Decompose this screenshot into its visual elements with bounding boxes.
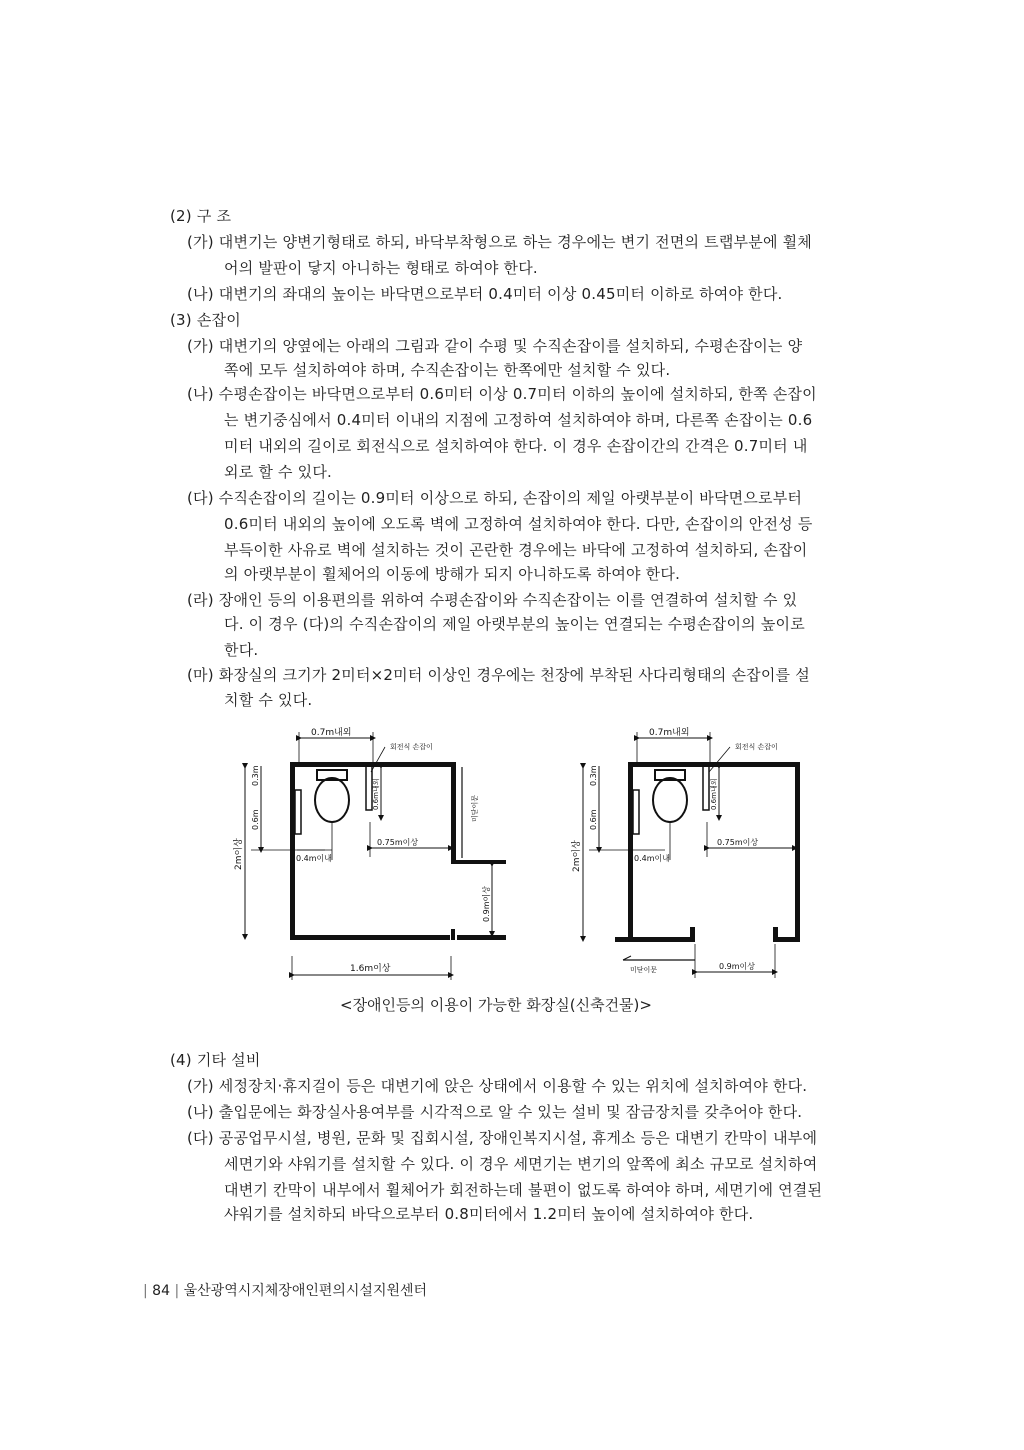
- dim-03: 0.3m: [251, 765, 260, 786]
- paragraph-line: (마) 화장실의 크기가 2미터×2미터 이상인 경우에는 천장에 부착된 사다리형태의 손잡이를 설: [187, 666, 810, 684]
- paragraph-line: 0.6미터 내외의 높이에 오도록 벽에 고정하여 설치하여야 한다. 다만, 손잡이의 안전성 등: [224, 515, 813, 533]
- paragraph-line: 는 변기중심에서 0.4미터 이내의 지점에 고정하여 설치하여야 하며, 다른쪽 손잡이는 0.6: [224, 411, 813, 429]
- paragraph-line: 쪽에 모두 설치하여야 하며, 수직손잡이는 한쪽에만 설치할 수 있다.: [224, 361, 671, 379]
- paragraph-line: 어의 발판이 닿지 아니하는 형태로 하여야 한다.: [224, 259, 538, 277]
- dim-06-vert-right: 0.6m내외: [710, 778, 718, 810]
- dim-03-right: 0.3m: [589, 765, 598, 786]
- dim-top-width: 0.7m내외: [311, 728, 352, 738]
- paragraph-line: 다. 이 경우 (다)의 수직손잡이의 제일 아랫부분의 높이는 연결되는 수평손잡이의 높이로: [224, 615, 805, 633]
- paragraph-line: 치할 수 있다.: [224, 691, 313, 709]
- footer-divider: |: [143, 1283, 148, 1299]
- dim-2m: 2m이상: [234, 838, 244, 870]
- dim-09-right: 0.9m이상: [719, 962, 755, 971]
- paragraph-line: (나) 출입문에는 화장실사용여부를 시각적으로 알 수 있는 설비 및 잠금장치를 갖추어야 한다.: [187, 1103, 803, 1121]
- label-rotating-grab-right: 회전식 손잡이: [735, 743, 778, 751]
- paragraph-line: 부득이한 사유로 벽에 설치하는 것이 곤란한 경우에는 바닥에 고정하여 설치하되, 손잡이: [224, 541, 808, 559]
- footer-divider: |: [174, 1283, 180, 1299]
- restroom-plan-diagram: [225, 722, 825, 987]
- dim-09: 0.9m이상: [482, 886, 491, 922]
- label-sliding-door: 미닫이문: [471, 794, 479, 822]
- paragraph-line: 샤워기를 설치하되 바닥으로부터 0.8미터에서 1.2미터 높이에 설치하여야 한다.: [224, 1205, 754, 1223]
- paragraph-line: 대변기 칸막이 내부에서 휠체어가 회전하는데 불편이 없도록 하여야 하며, 세면기에 연결된: [224, 1181, 823, 1199]
- page-number: 84: [152, 1283, 170, 1299]
- paragraph-line: (가) 대변기는 양변기형태로 하되, 바닥부착형으로 하는 경우에는 변기 전면의 트랩부분에 휠체: [187, 233, 812, 251]
- paragraph-line: 세면기와 샤워기를 설치할 수 있다. 이 경우 세면기는 변기의 앞쪽에 최소 규모로 설치하여: [224, 1155, 818, 1173]
- page-footer: [143, 1282, 427, 1300]
- figure-caption: <장애인등의 이용이 가능한 화장실(신축건물)>: [340, 996, 652, 1014]
- section-heading-other-facilities: (4) 기타 설비: [170, 1051, 261, 1069]
- dim-075-right: 0.75m이상: [717, 838, 759, 847]
- dim-06-right: 0.6m: [589, 809, 598, 830]
- dim-06-vert: 0.6m내외: [372, 778, 380, 810]
- dim-075: 0.75m이상: [377, 838, 419, 847]
- paragraph-line: 한다.: [224, 641, 259, 659]
- paragraph-line: (다) 수직손잡이의 길이는 0.9미터 이상으로 하되, 손잡이의 제일 아랫부분이 바닥면으로부터: [187, 489, 803, 507]
- dim-04-right: 0.4m이내: [634, 854, 670, 863]
- dim-16: 1.6m이상: [350, 964, 391, 974]
- right-floor-plan: [570, 726, 800, 978]
- paragraph-line: (다) 공공업무시설, 병원, 문화 및 집회시설, 장애인복지시설, 휴게소 등은 대변기 칸막이 내부에: [187, 1129, 818, 1147]
- paragraph-line: 외로 할 수 있다.: [224, 463, 333, 481]
- dim-2m-right: 2m이상: [572, 840, 582, 872]
- dim-top-width-right: 0.7m내외: [649, 728, 690, 738]
- label-rotating-grab: 회전식 손잡이: [390, 743, 433, 751]
- label-sliding-door-right: 미닫이문: [630, 966, 658, 974]
- paragraph-line: (나) 대변기의 좌대의 높이는 바닥면으로부터 0.4미터 이상 0.45미터 이하로 하여야 한다.: [187, 285, 783, 303]
- paragraph-line: (나) 수평손잡이는 바닥면으로부터 0.6미터 이상 0.7미터 이하의 높이에 설치하되, 한쪽 손잡이: [187, 385, 817, 403]
- paragraph-line: (가) 세정장치·휴지걸이 등은 대변기에 앉은 상태에서 이용할 수 있는 위치에 설치하여야 한다.: [187, 1077, 808, 1095]
- paragraph-line: (라) 장애인 등의 이용편의를 위하여 수평손잡이와 수직손잡이는 이를 연결하여 설치할 수 있: [187, 591, 798, 609]
- section-heading-grab-bar: (3) 손잡이: [170, 311, 241, 329]
- left-floor-plan: [232, 726, 506, 980]
- footer-org-name: 울산광역시지체장애인편의시설지원센터: [183, 1283, 428, 1299]
- paragraph-line: (가) 대변기의 양옆에는 아래의 그림과 같이 수평 및 수직손잡이를 설치하되, 수평손잡이는 양: [187, 337, 803, 355]
- dim-06: 0.6m: [251, 809, 260, 830]
- paragraph-line: 미터 내외의 길이로 회전식으로 설치하여야 한다. 이 경우 손잡이간의 간격은 0.7미터 내: [224, 437, 808, 455]
- paragraph-line: 의 아랫부분이 휠체어의 이동에 방해가 되지 아니하도록 하여야 한다.: [224, 565, 681, 583]
- dim-04: 0.4m이내: [296, 854, 332, 863]
- section-heading-structure: (2) 구 조: [170, 207, 232, 225]
